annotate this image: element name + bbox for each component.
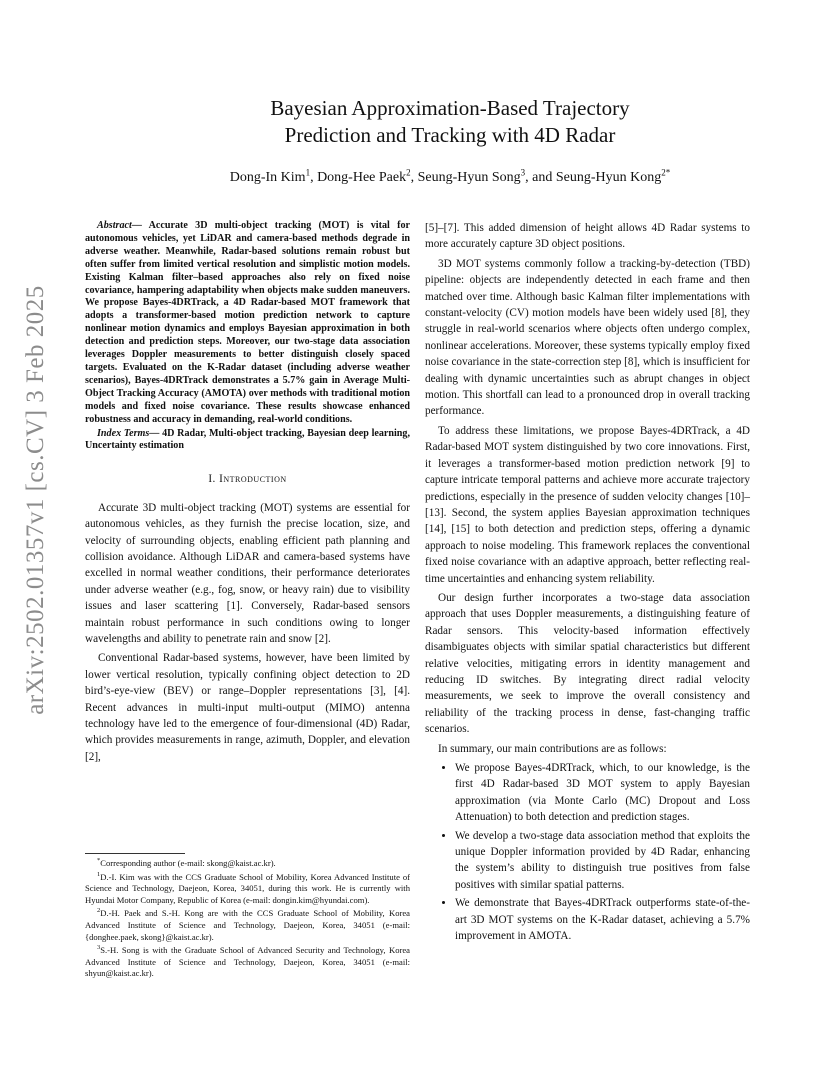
author-affiliation: 2 [406,167,411,178]
author-name: Seung-Hyun Kong [555,170,662,185]
author-name: Dong-In Kim [229,170,306,185]
list-item: • We demonstrate that Bayes-4DRTrack outperforms state-of-the-art 3D MOT systems on the K-Radar dataset, achieving a 5.7% improvement in AMOTA. [455,895,750,944]
section-heading [85,471,410,487]
contributions-list [425,760,750,944]
author-separator: , [410,170,418,185]
index-terms-text: — 4D Radar, Multi-object tracking, Bayesian deep learning, Uncertainty estimation [85,427,410,452]
index-terms-lead: Index Terms [97,427,150,439]
footnote-mark: * [97,857,101,865]
footnotes [85,853,410,982]
footnote [85,872,410,907]
author-affiliation: 1 [305,167,311,178]
paragraph: Accurate 3D multi-object tracking (MOT) systems are essential for autonomous vehicles, as they furnish the precise location, size, and velocity of surrounding objects, enabling efficient path planning and collision avoidance. Although LiDAR and camera-based systems have excelled in normal weather conditions, their performance deteriorates under adverse weather (e.g., fog, snow, or heavy rain) due to visibility issues and laser scattering [1]. Conversely, Radar-based sensors maintain robust performance in such conditions owing to longer wavelengths and ability to penetrate rain and snow [2]. [85,501,410,645]
abstract-text: — Accurate 3D multi-object tracking (MOT) is vital for autonomous vehicles, yet LiDAR and camera-based methods degrade in adverse weather. Meanwhile, Radar-based solutions remain robust but often suffer from limited vertical resolution and simplistic motion models. Existing Kalman filter–based approaches also rely on fixed noise covariance, hampering adaptability when objects make sudden maneuvers. We propose Bayes-4DRTrack, a 4D Radar-based MOT framework that adopts a transformer-based motion prediction network to capture nonlinear motion dynamics and employs Bayesian approximation in both detection and prediction steps. Moreover, our two-stage data association leverages Doppler measurements to better distinguish closely spaced targets. Evaluated on the K-Radar dataset (including adverse weather scenarios), Bayes-4DRTrack demonstrates a 5.7% gain in Average Multi-Object Tracking Accuracy (AMOTA) over methods with traditional motion models and fixed noise covariance. These results showcase enhanced robustness and accuracy in demanding, real-world conditions. [85,220,410,425]
index-terms [85,428,410,454]
list-item: • We propose Bayes-4DRTrack, which, to our knowledge, is the first 4D Radar-based 3D MOT system to apply Bayesian approximation (via Monte Carlo (MC) Dropout and Loss Attenuation) to both detection and prediction stages. [455,760,750,826]
paper-title [130,95,770,149]
title-line-1: Bayesian Approximation-Based Trajectory [270,96,630,120]
author-name: Seung-Hyun Song [417,170,521,185]
footnote-text: D.-H. Paek and S.-H. Kong are with the CCS Graduate School of Mobility, Korea Advanced Institute of Science and Technology, Daejeon, Korea, 34051 (e-mail: {donghee.paek, skong}@kaist.ac.kr). [85,908,410,942]
paragraph: To address these limitations, we propose Bayes-4DRTrack, a 4D Radar-based MOT system distinguished by two core innovations. First, it leverages a transformer-based motion prediction network [9] to capture intricate temporal patterns and achieve more accurate trajectory predictions, especially in the presence of sudden velocity changes [10]–[13]. Second, the system applies Bayesian approximation techniques [14], [15] to both detection and prediction steps, offering a dynamic approach to noise modeling. This framework replaces the conventional fixed noise covariance with an adaptive approach, better reflecting real-time uncertainties and enhancing system reliability. [425,424,750,585]
footnote-mark: 2 [97,907,101,915]
footnote [85,908,410,943]
left-column [85,220,410,768]
arxiv-stamp [16,285,56,715]
footnote-mark: 1 [97,870,101,878]
abstract-lead: Abstract [97,220,132,231]
footnote-mark: 3 [97,944,101,952]
author-separator: , [310,170,318,185]
intro-body [85,500,410,766]
footnote-rule [85,853,185,854]
author-list [130,167,770,186]
right-column [425,220,750,946]
author-affiliation: 2* [661,167,671,178]
paragraph-continued: [5]–[7]. This added dimension of height allows 4D Radar systems to more accurately capture 3D object positions. [425,222,750,251]
section-numeral: I. [208,473,220,486]
footnote-text: Corresponding author (e-mail: skong@kaist.ac.kr). [100,858,276,868]
footnote-text: S.-H. Song is with the Graduate School of Advanced Security and Technology, Korea Advanced Institute of Science and Technology, Daejeon, Korea, 34051 (e-mail: shyun@kaist.ac.kr). [85,945,410,979]
author-separator: , and [525,170,556,185]
author-affiliation: 3 [520,167,526,178]
author-name: Dong-Hee Paek [317,170,407,185]
paragraph: In summary, our main contributions are as follows: [438,742,667,755]
footnote [85,858,410,870]
paragraph: Our design further incorporates a two-stage data association approach that uses Doppler measurements, a distinguishing feature of Radar sensors. This velocity-based information effectively disambiguates objects with similar spatial characteristics but different relative velocities, mitigating errors in identity management and reducing ID switches. By integrating direct radial velocity measurements, we seek to improve the overall consistency and reliability of the tracking process in dense, fast-changing traffic scenarios. [425,591,750,736]
title-line-2: Prediction and Tracking with 4D Radar [284,123,616,147]
footnote-text: D.-I. Kim was with the CCS Graduate School of Mobility, Korea Advanced Institute of Science and Technology, Daejeon, Korea, 34051, during this work. He is currently with Hyundai Motor Company, Republic of Korea (e-mail: dongin.kim@hyundai.com). [85,871,410,905]
paragraph: Conventional Radar-based systems, however, have been limited by lower vertical resolution, typically confining object detection to 2D bird’s-eye-view (BEV) or range–Doppler representations [3], [4]. Recent advances in multi-input multi-output (MIMO) antenna technology have led to the emergence of four-dimensional (4D) Radar, which provides measurements in range, azimuth, Doppler, and elevation [2], [85,652,410,763]
paragraph: 3D MOT systems commonly follow a tracking-by-detection (TBD) pipeline: objects are independently detected in each frame and then matched over time. Although basic Kalman filter implementations with constant-velocity (CV) motion models have been widely used [8], they struggle in real-world scenarios where objects often undergo complex, nonlinear accelerations. Moreover, these systems typically employ fixed noise covariance in the state-correction step [8], which is insufficient for dealing with dynamic uncertainties such as abrupt changes in object motion. This shortfall can lead to a pronounced drop in overall tracking performance. [425,257,750,418]
list-item: • We develop a two-stage data association method that exploits the unique Doppler information provided by 4D Radar, enhancing the system’s ability to distinguish true positives from false positives with similar spatial patterns. [455,828,750,894]
abstract [85,220,410,427]
arxiv-stamp-text: arXiv:2502.01357v1 [cs.CV] 3 Feb 2025 [22,285,50,715]
footnote [85,945,410,980]
section-title: Introduction [219,473,287,486]
